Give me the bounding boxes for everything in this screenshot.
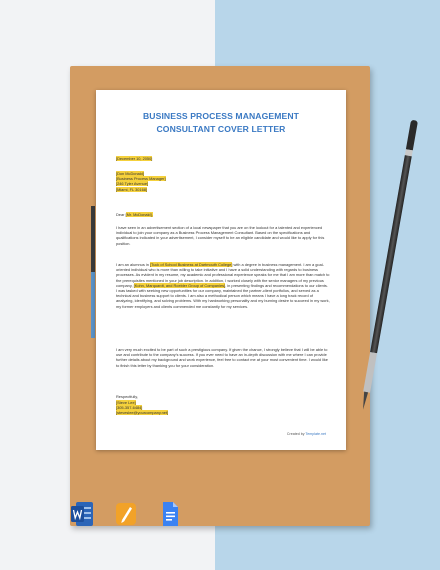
- date-text: [December 10, 2050]: [116, 156, 153, 161]
- title-line-1: BUSINESS PROCESS MANAGEMENT: [143, 111, 299, 121]
- salutation-name: [Mr. McDonald],: [125, 212, 153, 217]
- recipient-name: [Don McDonald]: [116, 171, 144, 176]
- recipient-block: [116, 171, 330, 192]
- school-name: [Tuck of School Business at Dartmouth College]: [149, 262, 233, 267]
- letter-page: [96, 90, 346, 450]
- paragraph-2-part-b: with a degree in business management. I am a goal-oriented individual who is more than willing to take initiative and I have a solid understanding with regards to business processes. As evident in my resume, my academic and professional experience speaks for me that I am more than match to the prerequisites mentioned in your job description. In addition, I worked closely with the senior managers of my previous company,: [116, 262, 330, 288]
- clipboard-binder-dark: [91, 206, 95, 272]
- sender-phone: [305-357-6484]: [116, 405, 143, 411]
- footer-credit: [287, 432, 326, 436]
- title-line-2: CONSULTANT COVER LETTER: [156, 124, 286, 134]
- previous-company: [Kohn, Marquardt, and Roebler Group of Companies]: [133, 282, 226, 288]
- paragraph-2-part-a: I am an alumnus in: [116, 262, 150, 267]
- google-docs-icon[interactable]: [158, 500, 182, 528]
- word-icon[interactable]: [70, 500, 94, 528]
- recipient-title: [Business Process Manager]: [116, 176, 166, 182]
- footer-prefix: Created by: [286, 432, 306, 436]
- paragraph-1: I have seen in an advertisement section of a local newspaper that you are on the lookout for a talented and experienced individual to join your company as a Business Process Management Consultant. Based on the specifications and qualifications indicated in your advertisement, I consider myself to be an eligible candidate and would like to apply for this position.: [116, 225, 325, 246]
- paragraph-2: [116, 262, 330, 309]
- salutation: [116, 212, 330, 217]
- recipient-city: [Miami, FL 30168]: [116, 186, 147, 192]
- clipboard-binder-blue: [91, 272, 95, 338]
- letter-title: [96, 110, 346, 136]
- footer-brand[interactable]: Template.net: [305, 432, 326, 436]
- paragraph-3: I am very much excited to be part of such a prestigious company. If given the chance, I strongly believe that I will be able to use and contribute to the company's success. If you ever need to have an in-depth discussion with me where I can provide further details about my background and work experience, feel free to contact me at your most convenient time. I would like to finish this letter by thanking you for your consideration.: [116, 347, 328, 368]
- sender-name: [Steve Lee]: [116, 400, 136, 405]
- sender-block: [116, 400, 330, 416]
- closing: Respectfully,: [116, 394, 138, 399]
- salutation-prefix: Dear: [116, 212, 126, 217]
- recipient-street: [246 Tyler Avenue]: [116, 181, 149, 187]
- paragraph-2-part-c: , in presenting findings and recommendations to our clients. I was tasked with seeking new opportunities for our company, maintained the partner-client portfolios, and served as a technical and business support to clients. I am also a methodical person which means I have a long track record of analyzing, identifying, and solving problems. With my hardworking personality and my burning desire to succeed in my work, my former employers and clients commended me constantly for my services.: [116, 282, 330, 309]
- pages-icon[interactable]: [114, 500, 138, 528]
- sender-email: [steveslee@yourcompany.net]: [116, 410, 169, 416]
- format-icons: [70, 500, 182, 528]
- date: [116, 156, 330, 161]
